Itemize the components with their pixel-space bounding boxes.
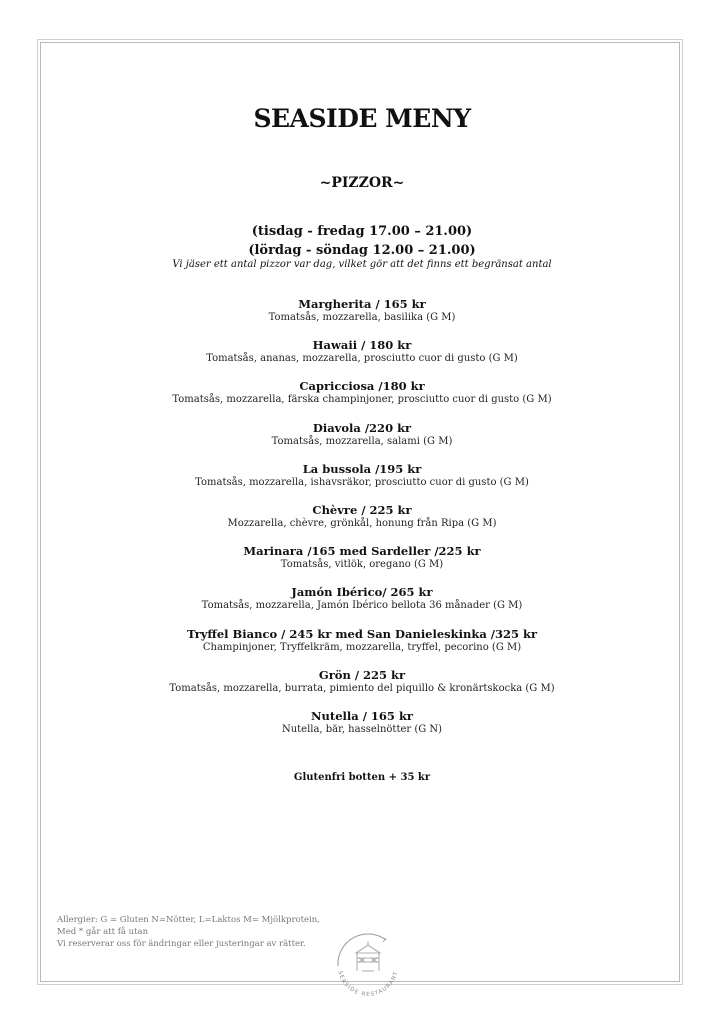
optional-note: Med * går att få utan [57, 927, 149, 937]
pizza-list [0, 297, 724, 750]
item-name: Hawaii / 180 kr [312, 338, 412, 353]
menu-item [0, 462, 724, 503]
item-name: Chèvre / 225 kr [312, 502, 412, 517]
item-name: Grön / 225 kr [318, 667, 406, 682]
logo-text: SEASIDE RESTAURANT [336, 970, 400, 996]
menu-item [0, 627, 724, 668]
menu-item [0, 421, 724, 462]
hours-weekend: (lördag - söndag 12.00 – 21.00) [248, 243, 476, 258]
hours-weekdays: (tisdag - fredag 17.00 – 21.00) [251, 224, 473, 239]
item-description: Tomatsås, mozzarella, ishavsräkor, prosciutto cuor di gusto (G M) [195, 476, 529, 488]
item-name: Tryffel Bianco / 245 kr med San Danieleskinka /325 kr [186, 626, 538, 641]
menu-item [0, 297, 724, 338]
allergy-footer [57, 914, 320, 950]
menu-item [0, 585, 724, 626]
item-name: Jamón Ibérico/ 265 kr [291, 585, 433, 600]
item-name: La bussola /195 kr [302, 461, 422, 476]
item-description: Champinjoner, Tryffelkräm, mozzarella, tryffel, pecorino (G M) [202, 641, 522, 653]
item-description: Tomatsås, mozzarella, burrata, pimiento del piquillo & kronärtskocka (G M) [169, 682, 555, 694]
item-description: Tomatsås, ananas, mozzarella, prosciutto cuor di gusto (G M) [206, 353, 518, 365]
item-description: Mozzarella, chèvre, grönkål, honung från Ripa (G M) [227, 517, 497, 529]
menu-title: SEASIDE MENY [253, 104, 471, 133]
gluten-free-note: Glutenfri botten + 35 kr [293, 772, 431, 783]
item-description: Nutella, bär, hasselnötter (G N) [281, 723, 443, 735]
menu-item [0, 544, 724, 585]
item-name: Margherita / 165 kr [298, 297, 426, 311]
section-title: ~PIZZOR~ [319, 175, 405, 191]
opening-hours [0, 222, 724, 260]
allergy-legend: Allergier: G = Gluten N=Nötter, L=Laktos M= Mjölkprotein, [57, 915, 320, 925]
item-description: Tomatsås, vitlök, oregano (G M) [280, 559, 444, 571]
item-description: Tomatsås, mozzarella, färska champinjoner, prosciutto cuor di gusto (G M) [172, 394, 552, 406]
menu-item [0, 338, 724, 379]
item-description: Tomatsås, mozzarella, basilika (G M) [268, 312, 456, 323]
dough-note: Vi jäser ett antal pizzor var dag, vilket gör att det finns ett begränsat antal [172, 259, 552, 270]
gazebo-icon [356, 938, 386, 971]
item-name: Nutella / 165 kr [311, 708, 413, 723]
item-name: Capricciosa /180 kr [299, 379, 425, 394]
menu-item [0, 503, 724, 544]
item-description: Tomatsås, mozzarella, salami (G M) [271, 435, 453, 447]
menu-item [0, 709, 724, 750]
restaurant-logo [326, 926, 410, 996]
disclaimer: Vi reserverar oss för ändringar eller justeringar av rätter. [57, 939, 306, 949]
menu-item [0, 668, 724, 709]
item-description: Tomatsås, mozzarella, Jamón Ibérico bellota 36 månader (G M) [201, 600, 523, 612]
svg-text:SEASIDE RESTAURANT [336, 970, 399, 996]
item-name: Marinara /165 med Sardeller /225 kr [243, 544, 481, 559]
menu-item [0, 379, 724, 420]
item-name: Diavola /220 kr [312, 420, 412, 435]
